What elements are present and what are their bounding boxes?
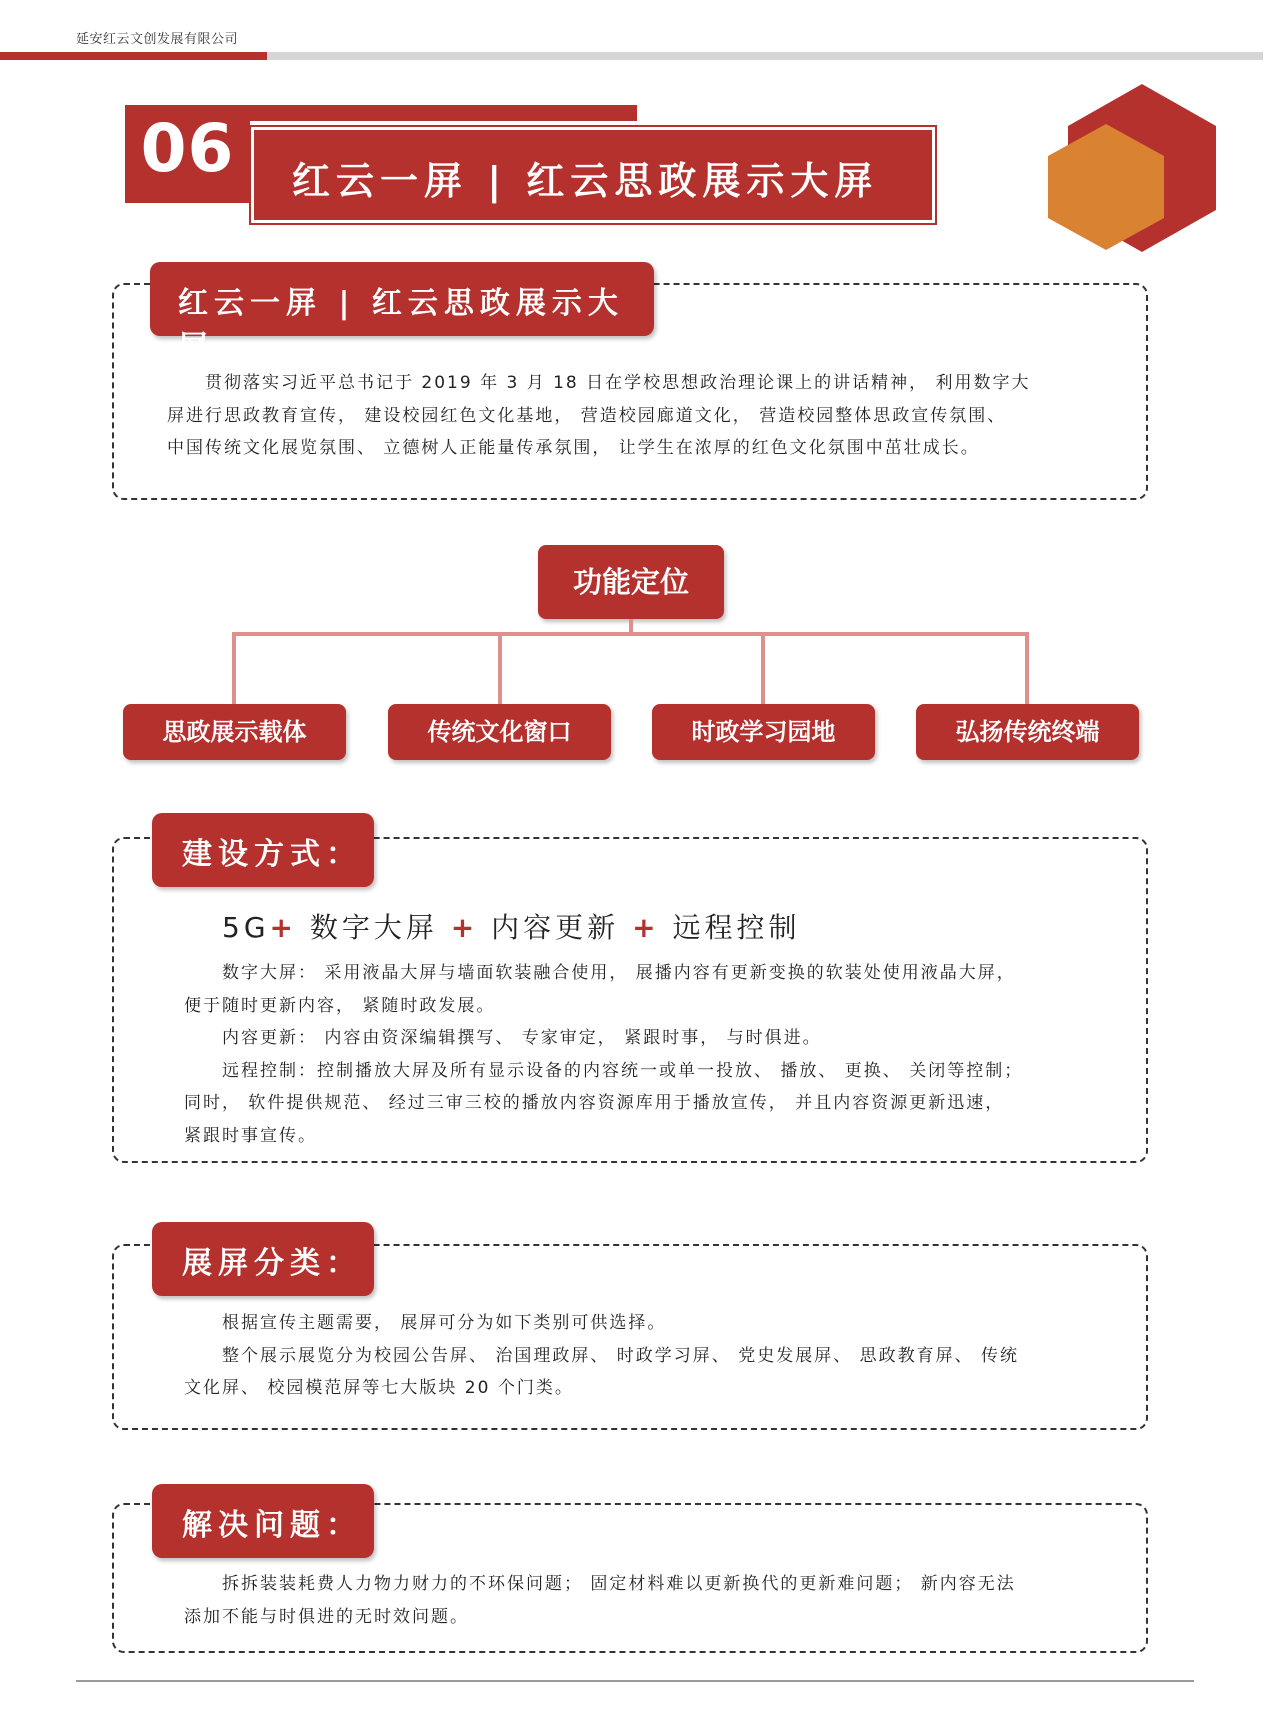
construction-line: 远程控制：控制播放大屏及所有显示设备的内容统一或单一投放、 播放、 更换、 关闭等控制； (184, 1060, 1024, 1081)
classification-line: 文化屏、 校园模范屏等七大版块 20 个门类。 (184, 1378, 574, 1398)
connector-drop (1025, 632, 1029, 704)
problems-line: 添加不能与时俱进的无时效问题。 (184, 1606, 469, 1627)
problems-line: 拆拆装装耗费人力物力财力的不环保问题； 固定材料难以更新换代的更新难问题； 新内容无法 (184, 1574, 1016, 1594)
construction-line: 紧跟时事宣传。 (184, 1125, 317, 1146)
header-divider-bar (267, 52, 1263, 60)
function-item: 弘扬传统终端 (916, 704, 1139, 760)
intro-text (167, 367, 1097, 465)
classification-line: 整个展示展览分为校园公告屏、 治国理政屏、 时政学习屏、 党史发展屏、 思政教育屏、 传统 (184, 1345, 1020, 1366)
construction-line: 便于随时更新内容， 紧随时政发展。 (184, 995, 496, 1016)
construction-line: 内容更新： 内容由资深编辑撰写、 专家审定， 紧跟时事， 与时俱进。 (184, 1028, 822, 1048)
formula-term: 内容更新 (478, 911, 633, 944)
intro-line: 中国传统文化展览氛围、 立德树人正能量传承氛围， 让学生在浓厚的红色文化氛围中茁壮成长。 (167, 438, 980, 458)
function-root-box: 功能定位 (538, 545, 724, 619)
connector-drop (498, 632, 502, 704)
classification-text (184, 1307, 1114, 1405)
classification-tag: 展屏分类： (152, 1222, 374, 1296)
footer-divider (76, 1680, 1194, 1682)
construction-formula (222, 906, 800, 946)
problems-tag: 解决问题： (152, 1484, 374, 1558)
construction-tag: 建设方式： (152, 813, 374, 887)
company-name: 延安红云文创发展有限公司 (76, 32, 239, 47)
formula-plus: + (269, 911, 297, 944)
formula-term: 数字大屏 (296, 911, 451, 944)
section-title: 红云一屏 | 红云思政展示大屏 (292, 159, 879, 203)
hexagon-decoration-icon (1040, 82, 1216, 270)
intro-line: 贯彻落实习近平总书记于 2019 年 3 月 18 日在学校思想政治理论课上的讲话精神， 利用数字大 (167, 373, 1031, 393)
problems-text (184, 1568, 1114, 1633)
formula-term: 远程控制 (659, 911, 801, 944)
section-number: 06 (140, 110, 235, 187)
function-item: 时政学习园地 (652, 704, 875, 760)
function-item: 传统文化窗口 (388, 704, 611, 760)
formula-term: 5G (222, 911, 270, 944)
intro-tag: 红云一屏 | 红云思政展示大屏 (150, 262, 654, 336)
formula-plus: + (450, 911, 479, 944)
construction-text (184, 957, 1094, 1152)
classification-line: 根据宣传主题需要， 展屏可分为如下类别可供选择。 (184, 1313, 667, 1333)
header-accent-bar (0, 52, 267, 60)
connector-horizontal (232, 632, 1029, 636)
connector-drop (761, 632, 765, 704)
function-item: 思政展示载体 (123, 704, 346, 760)
construction-line: 同时， 软件提供规范、 经过三审三校的播放内容资源库用于播放宣传， 并且内容资源更新迅速， (184, 1093, 1005, 1113)
formula-plus: + (632, 911, 660, 944)
intro-line: 屏进行思政教育宣传， 建设校园红色文化基地， 营造校园廊道文化， 营造校园整体思政宣传氛围、 (167, 405, 1007, 426)
construction-line: 数字大屏： 采用液晶大屏与墙面软装融合使用， 展播内容有更新变换的软装处使用液晶大屏， (184, 963, 1016, 983)
connector-drop (232, 632, 236, 704)
